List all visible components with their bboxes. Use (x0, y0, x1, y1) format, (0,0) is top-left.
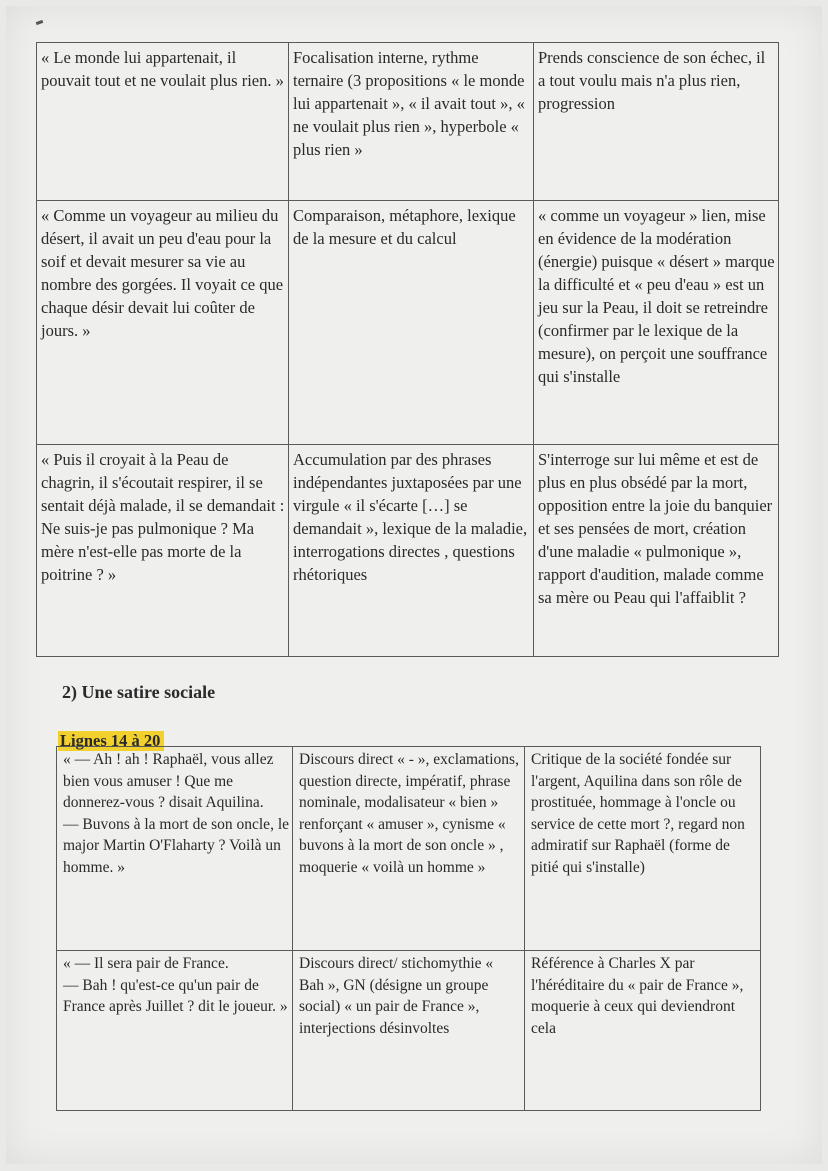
table-row (37, 201, 779, 445)
procedure-cell: Focalisation interne, rythme ternaire (3 propositions « le monde lui appartenait », « il avait tout », « ne voulait plus rien », hyperbole « plus rien » (289, 43, 534, 201)
interpretation-cell: « comme un voyageur » lien, mise en évidence de la modération (énergie) puisque « désert » marque la difficulté et « peu d'eau » est un jeu sur la Peau, il doit se retreindre (confirmer par le lexique de la mesure), on perçoit une souffrance qui s'installe (534, 201, 779, 445)
interpretation-cell: Référence à Charles X par l'héréditaire du « pair de France », moquerie à ceux qui deviendront cela (525, 951, 761, 1111)
highlighted-subheading: Lignes 14 à 20 (58, 731, 164, 751)
analysis-table-2 (56, 746, 761, 1111)
section-heading: 2) Une satire sociale (62, 682, 216, 702)
table-row (57, 951, 761, 1111)
procedure-cell: Discours direct « - », exclamations, question directe, impératif, phrase nominale, modalisateur « bien » renforçant « amuser », cynisme « buvons à la mort de son oncle » , moquerie « voilà un homme » (293, 747, 525, 951)
procedure-cell: Discours direct/ stichomythie « Bah », GN (désigne un groupe social) « un pair de France », interjections désinvoltes (293, 951, 525, 1111)
procedure-cell: Comparaison, métaphore, lexique de la mesure et du calcul (289, 201, 534, 445)
pen-mark (36, 20, 44, 25)
analysis-table-1 (36, 42, 779, 657)
quote-cell: « Le monde lui appartenait, il pouvait tout et ne voulait plus rien. » (37, 43, 289, 201)
quote-cell: « Comme un voyageur au milieu du désert, il avait un peu d'eau pour la soif et devait mesurer sa vie au nombre des gorgées. Il voyait ce que chaque désir devait lui coûter de jours. » (37, 201, 289, 445)
quote-cell: « — Il sera pair de France. — Bah ! qu'est-ce qu'un pair de France après Juillet ? dit le joueur. » (57, 951, 293, 1111)
interpretation-cell: Critique de la société fondée sur l'argent, Aquilina dans son rôle de prostituée, hommage à l'oncle ou service de cette mort ?, regard non admiratif sur Raphaël (forme de pitié qui s'installe) (525, 747, 761, 951)
table-row (37, 43, 779, 201)
table-row (37, 445, 779, 657)
interpretation-cell: S'interroge sur lui même et est de plus en plus obsédé par la mort, opposition entre la joie du banquier et ses pensées de mort, création d'une maladie « pulmonique », rapport d'audition, malade comme sa mère ou Peau qui l'affaiblit ? (534, 445, 779, 657)
table-row (57, 747, 761, 951)
interpretation-cell: Prends conscience de son échec, il a tout voulu mais n'a plus rien, progression (534, 43, 779, 201)
quote-cell: « — Ah ! ah ! Raphaël, vous allez bien vous amuser ! Que me donnerez-vous ? disait Aquilina. — Buvons à la mort de son oncle, le major Martin O'Flaharty ? Voilà un homme. » (57, 747, 293, 951)
procedure-cell: Accumulation par des phrases indépendantes juxtaposées par une virgule « il s'écarte […] se demandait », lexique de la maladie, interrogations directes , questions rhétoriques (289, 445, 534, 657)
quote-cell: « Puis il croyait à la Peau de chagrin, il s'écoutait respirer, il se sentait déjà malade, il se demandait : Ne suis-je pas pulmonique ? Ma mère n'est-elle pas morte de la poitrine ? » (37, 445, 289, 657)
